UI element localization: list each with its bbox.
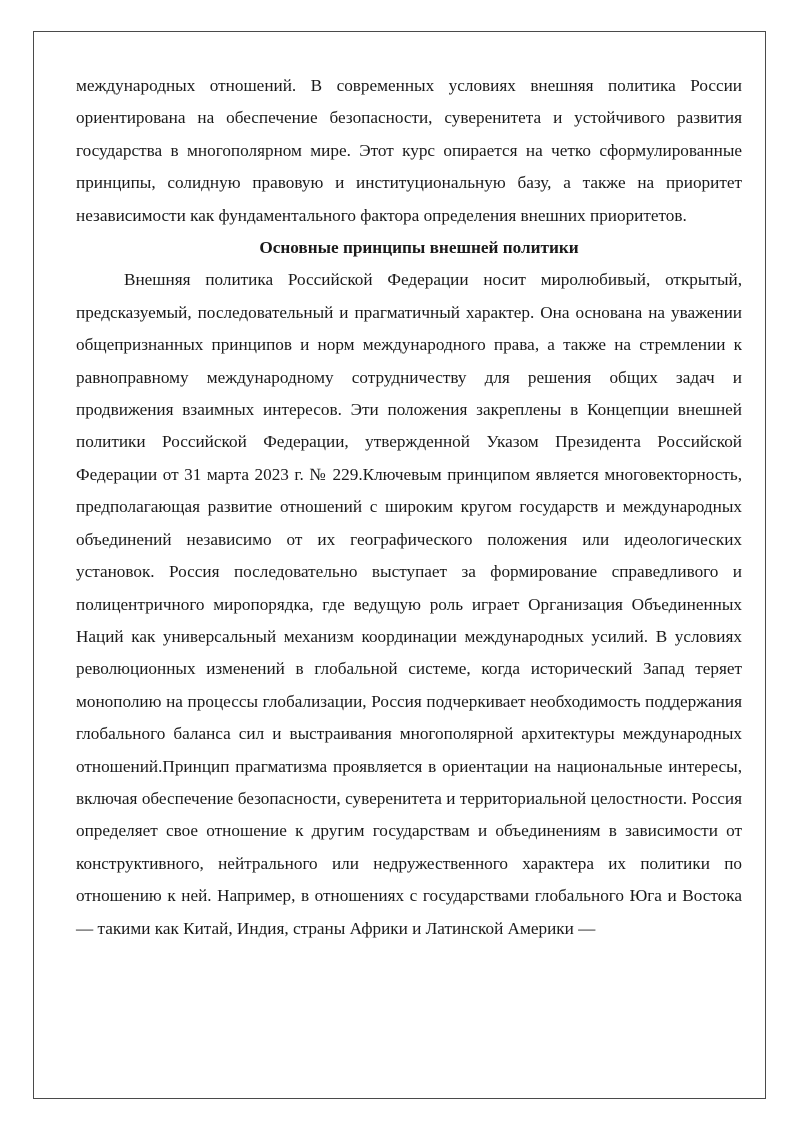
intro-paragraph: международных отношений. В современных условиях внешняя политика России ориентирована на обеспечение безопасности, суверенитета и устойчивого развития государства в многополярном мире. Этот курс опирается на четко сформулированные принципы, солидную правовую и институциональную базу, а также на приоритет независимости как фундаментального фактора определения внешних приоритетов.	[76, 76, 742, 225]
main-paragraph: Внешняя политика Российской Федерации носит миролюбивый, открытый, предсказуемый, последовательный и прагматичный характер. Она основана на уважении общепризнанных принципов и норм международного права, а также на стремлении к равноправному международному сотрудничеству для решения общих задач и продвижения взаимных интересов. Эти положения закреплены в Концепции внешней политики Российской Федерации, утвержденной Указом Президента Российской Федерации от 31 марта 2023 г. № 229.Ключевым принципом является многовекторность, предполагающая развитие отношений с широким кругом государств и международных объединений независимо от их географического положения или идеологических установок. Россия последовательно выступает за формирование справедливого и полицентричного миропорядка, где ведущую роль играет Организация Объединенных Наций как универсальный механизм координации международных усилий. В условиях революционных изменений в глобальной системе, когда исторический Запад теряет монополию на процессы глобализации, Россия подчеркивает необходимость поддержания глобального баланса сил и выстраивания многополярной архитектуры международных отношений.Принцип прагматизма проявляется в ориентации на национальные интересы, включая обеспечение безопасности, суверенитета и территориальной целостности. Россия определяет свое отношение к другим государствам и объединениям в зависимости от конструктивного, нейтрального или недружественного характера их политики по отношению к ней. Например, в отношениях с государствами глобального Юга и Востока — такими как Китай, Индия, страны Африки и Латинской Америки —	[76, 270, 742, 938]
document-body	[76, 70, 742, 945]
section-heading: Основные принципы внешней политики	[259, 238, 579, 258]
